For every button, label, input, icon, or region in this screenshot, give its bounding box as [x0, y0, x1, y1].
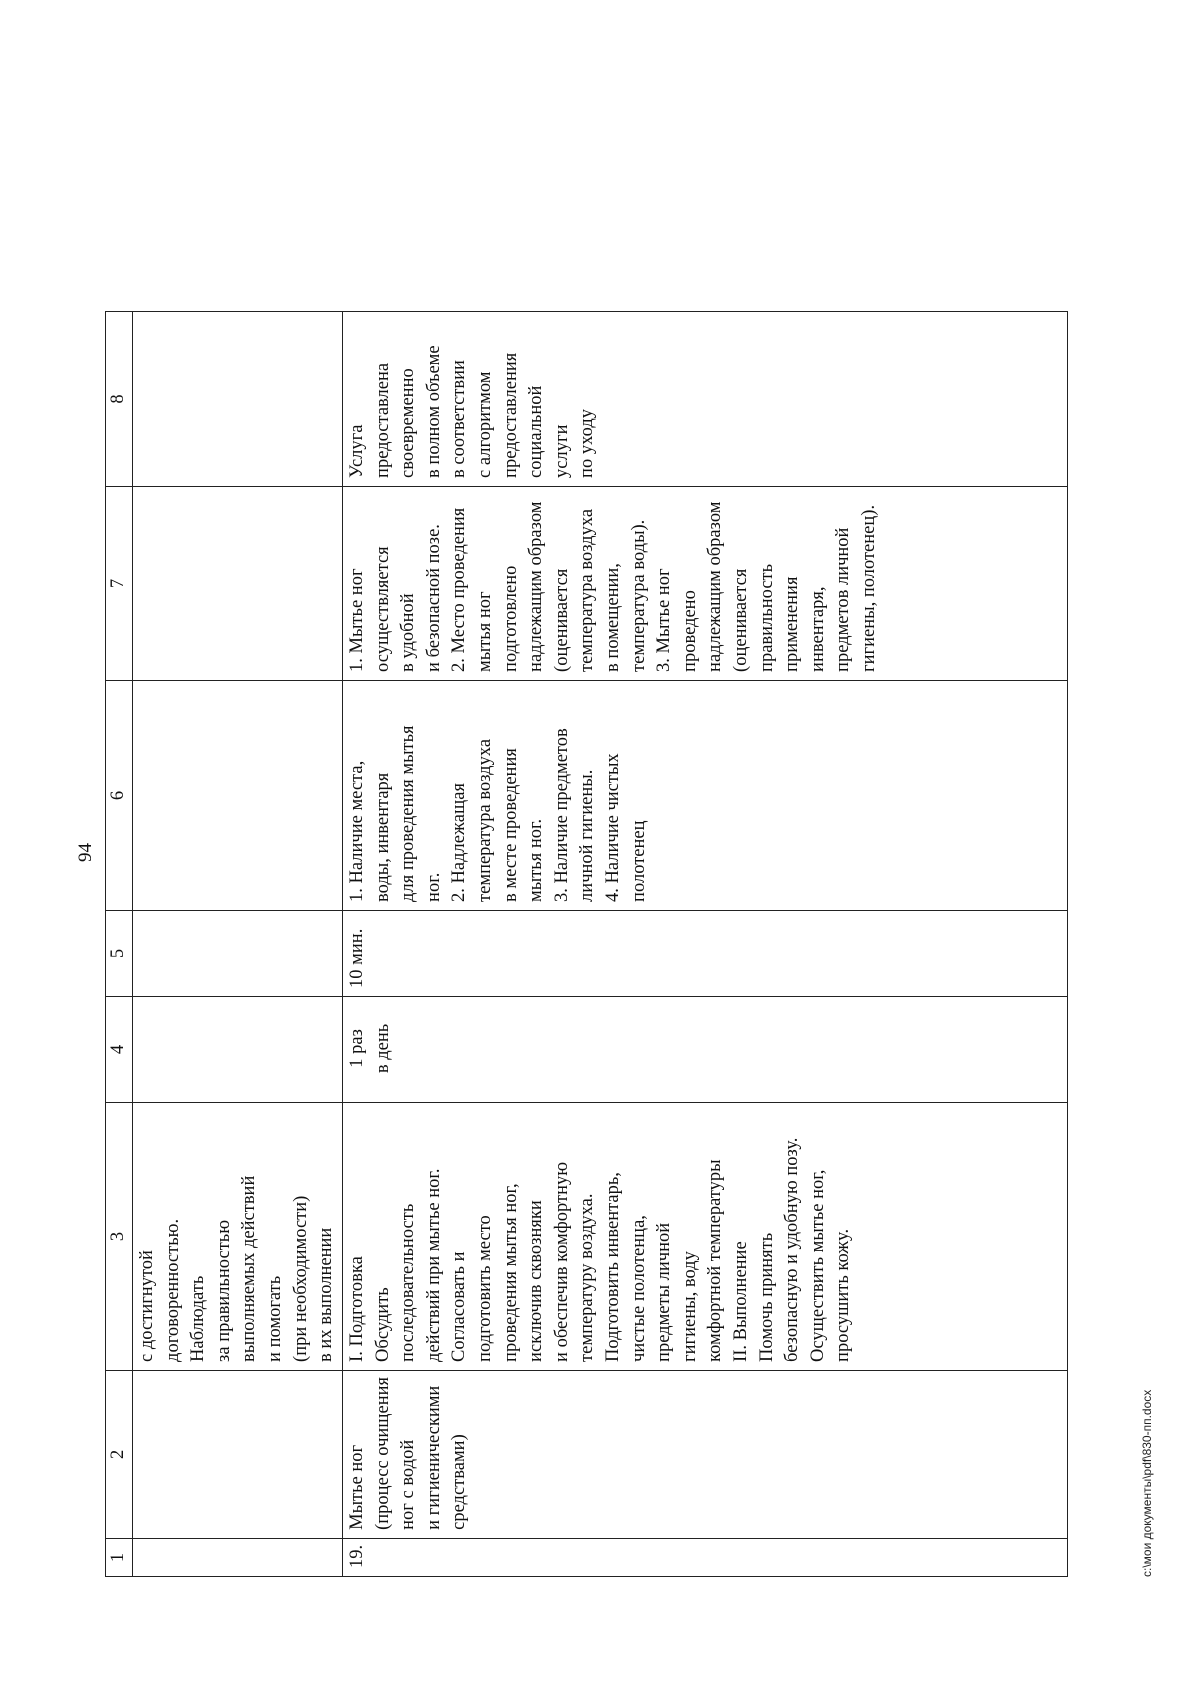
- cell-line: II. Выполнение: [730, 1241, 751, 1362]
- cell-line: в месте проведения: [500, 748, 521, 902]
- cell-frequency: [133, 996, 343, 1102]
- cell-result-assessment: [133, 311, 343, 486]
- footer-file-path: c:\мои документы\pdf\830-пп.docx: [1140, 1389, 1154, 1577]
- cell-line: и помогать: [264, 1275, 285, 1362]
- cell-line: выполняемых действий: [239, 1175, 260, 1362]
- cell-line: и безопасной позе.: [423, 524, 444, 672]
- cell-duration: [343, 910, 1068, 996]
- cell-line: осуществляется: [372, 546, 393, 672]
- cell-line: своевременно: [398, 368, 419, 478]
- cell-line: и гигиеническими: [423, 1385, 444, 1530]
- cell-number: [133, 1538, 343, 1576]
- cell-line: исключив сквозняки: [526, 1200, 547, 1362]
- cell-line: температура воздуха: [577, 508, 598, 672]
- cell-line: полотенец: [628, 820, 649, 902]
- cell-line: средствами): [449, 1434, 470, 1530]
- cell-service-name: [343, 1370, 1068, 1538]
- cell-line: надлежащим образом: [526, 501, 547, 672]
- cell-line: в соответствии: [449, 360, 470, 478]
- cell-line: просушить кожу.: [833, 1228, 854, 1362]
- cell-line: с достигнутой: [137, 1250, 157, 1362]
- cell-line: в помещении,: [602, 563, 623, 672]
- cell-line: с алгоритмом: [474, 371, 495, 478]
- cell-line: применения: [782, 576, 803, 672]
- cell-line: 2. Надлежащая: [449, 783, 470, 902]
- cell-quality-indicators: [133, 486, 343, 680]
- column-number: 3: [106, 1102, 133, 1370]
- cell-line: инвентаря,: [807, 586, 828, 672]
- cell-line: предметы личной: [654, 1222, 675, 1362]
- cell-line: услуги: [551, 424, 572, 478]
- cell-line: в их выполнении: [316, 1227, 337, 1362]
- cell-line: последовательность: [398, 1203, 419, 1362]
- cell-line: температуру воздуха.: [577, 1193, 598, 1362]
- cell-line: Мытье ног: [347, 1444, 367, 1530]
- cell-line: (процесс очищения: [372, 1376, 393, 1530]
- column-number: 2: [106, 1370, 133, 1538]
- cell-line: чистые полотенца,: [628, 1215, 649, 1362]
- cell-line: мытья ног.: [526, 818, 547, 902]
- cell-line: и обеспечив комфортную: [551, 1161, 572, 1362]
- cell-line: (оценивается: [730, 568, 751, 672]
- column-number: 5: [106, 910, 133, 996]
- cell-line: температура воздуха: [474, 738, 495, 902]
- cell-line: в удобной: [398, 593, 419, 672]
- column-number: 1: [106, 1538, 133, 1576]
- cell-line: договоренностью.: [162, 1218, 183, 1362]
- cell-line: предметов личной: [833, 527, 854, 672]
- cell-line: температура воды).: [628, 519, 649, 672]
- cell-line: безопасную и удобную позу.: [782, 1137, 803, 1362]
- cell-line: Услуга: [347, 424, 367, 478]
- cell-line: правильность: [756, 563, 777, 672]
- cell-line: комфортной температуры: [705, 1159, 726, 1362]
- cell-line: личной гигиены.: [577, 769, 598, 902]
- cell-line: 3. Наличие предметов: [551, 728, 572, 902]
- cell-line: Подготовить инвентарь,: [602, 1172, 623, 1362]
- cell-conditions: [343, 680, 1068, 910]
- cell-line: ног.: [423, 872, 444, 902]
- page-number: 94: [75, 843, 96, 862]
- cell-line: (оценивается: [551, 568, 572, 672]
- cell-number: 19.: [343, 1538, 1068, 1576]
- cell-line: мытья ног: [474, 591, 495, 672]
- cell-line: 2. Место проведения: [449, 507, 470, 672]
- cell-line: Наблюдать: [188, 1275, 209, 1362]
- service-standard-table: [105, 311, 1068, 1577]
- cell-result-assessment: [343, 311, 1068, 486]
- cell-line: (при необходимости): [290, 1195, 311, 1362]
- cell-line: 1. Мытье ног: [347, 568, 367, 672]
- cell-quality-indicators: [343, 486, 1068, 680]
- cell-service-name: [133, 1370, 343, 1538]
- cell-line: 1 раз: [347, 1029, 367, 1068]
- cell-line: 3. Мытье ног: [654, 568, 675, 672]
- cell-line: надлежащим образом: [705, 501, 726, 672]
- cell-line: 10 мин.: [347, 928, 367, 988]
- column-number: 7: [106, 486, 133, 680]
- cell-line: 1. Наличие места,: [347, 760, 367, 902]
- cell-line: Согласовать и: [449, 1251, 470, 1362]
- cell-frequency: [343, 996, 1068, 1102]
- cell-line: подготовлено: [500, 565, 521, 672]
- table-row-continued: [133, 311, 343, 1576]
- cell-line: в полном объеме: [423, 345, 444, 478]
- cell-line: проведения мытья ног,: [500, 1183, 521, 1362]
- cell-line: Помочь принять: [756, 1232, 777, 1362]
- cell-line: 4. Наличие чистых: [602, 753, 623, 902]
- cell-line: подготовить место: [474, 1215, 495, 1362]
- column-number: 4: [106, 996, 133, 1102]
- cell-description: [133, 1102, 343, 1370]
- cell-description: [343, 1102, 1068, 1370]
- cell-line: за правильностью: [213, 1219, 234, 1362]
- column-number-row: [106, 311, 133, 1576]
- table-row-19: [343, 311, 1068, 1576]
- cell-line: I. Подготовка: [347, 1256, 367, 1362]
- cell-line: гигиены, полотенец).: [858, 504, 879, 672]
- cell-line: гигиены, воду: [679, 1251, 700, 1362]
- cell-line: Обсудить: [372, 1287, 393, 1362]
- cell-duration: [133, 910, 343, 996]
- cell-line: проведено: [679, 590, 700, 672]
- cell-line: действий при мытье ног.: [423, 1168, 444, 1362]
- column-number: 8: [106, 311, 133, 486]
- cell-conditions: [133, 680, 343, 910]
- cell-line: социальной: [526, 385, 547, 478]
- cell-line: ног с водой: [398, 1439, 419, 1530]
- cell-line: Осуществить мытье ног,: [807, 1169, 828, 1362]
- column-number: 6: [106, 680, 133, 910]
- cell-line: предоставления: [500, 352, 521, 478]
- cell-line: по уходу: [577, 408, 598, 478]
- cell-line: предоставлена: [372, 362, 393, 478]
- cell-line: воды, инвентаря: [372, 772, 393, 902]
- cell-line: в день: [372, 1023, 393, 1074]
- cell-line: для проведения мытья: [398, 725, 419, 902]
